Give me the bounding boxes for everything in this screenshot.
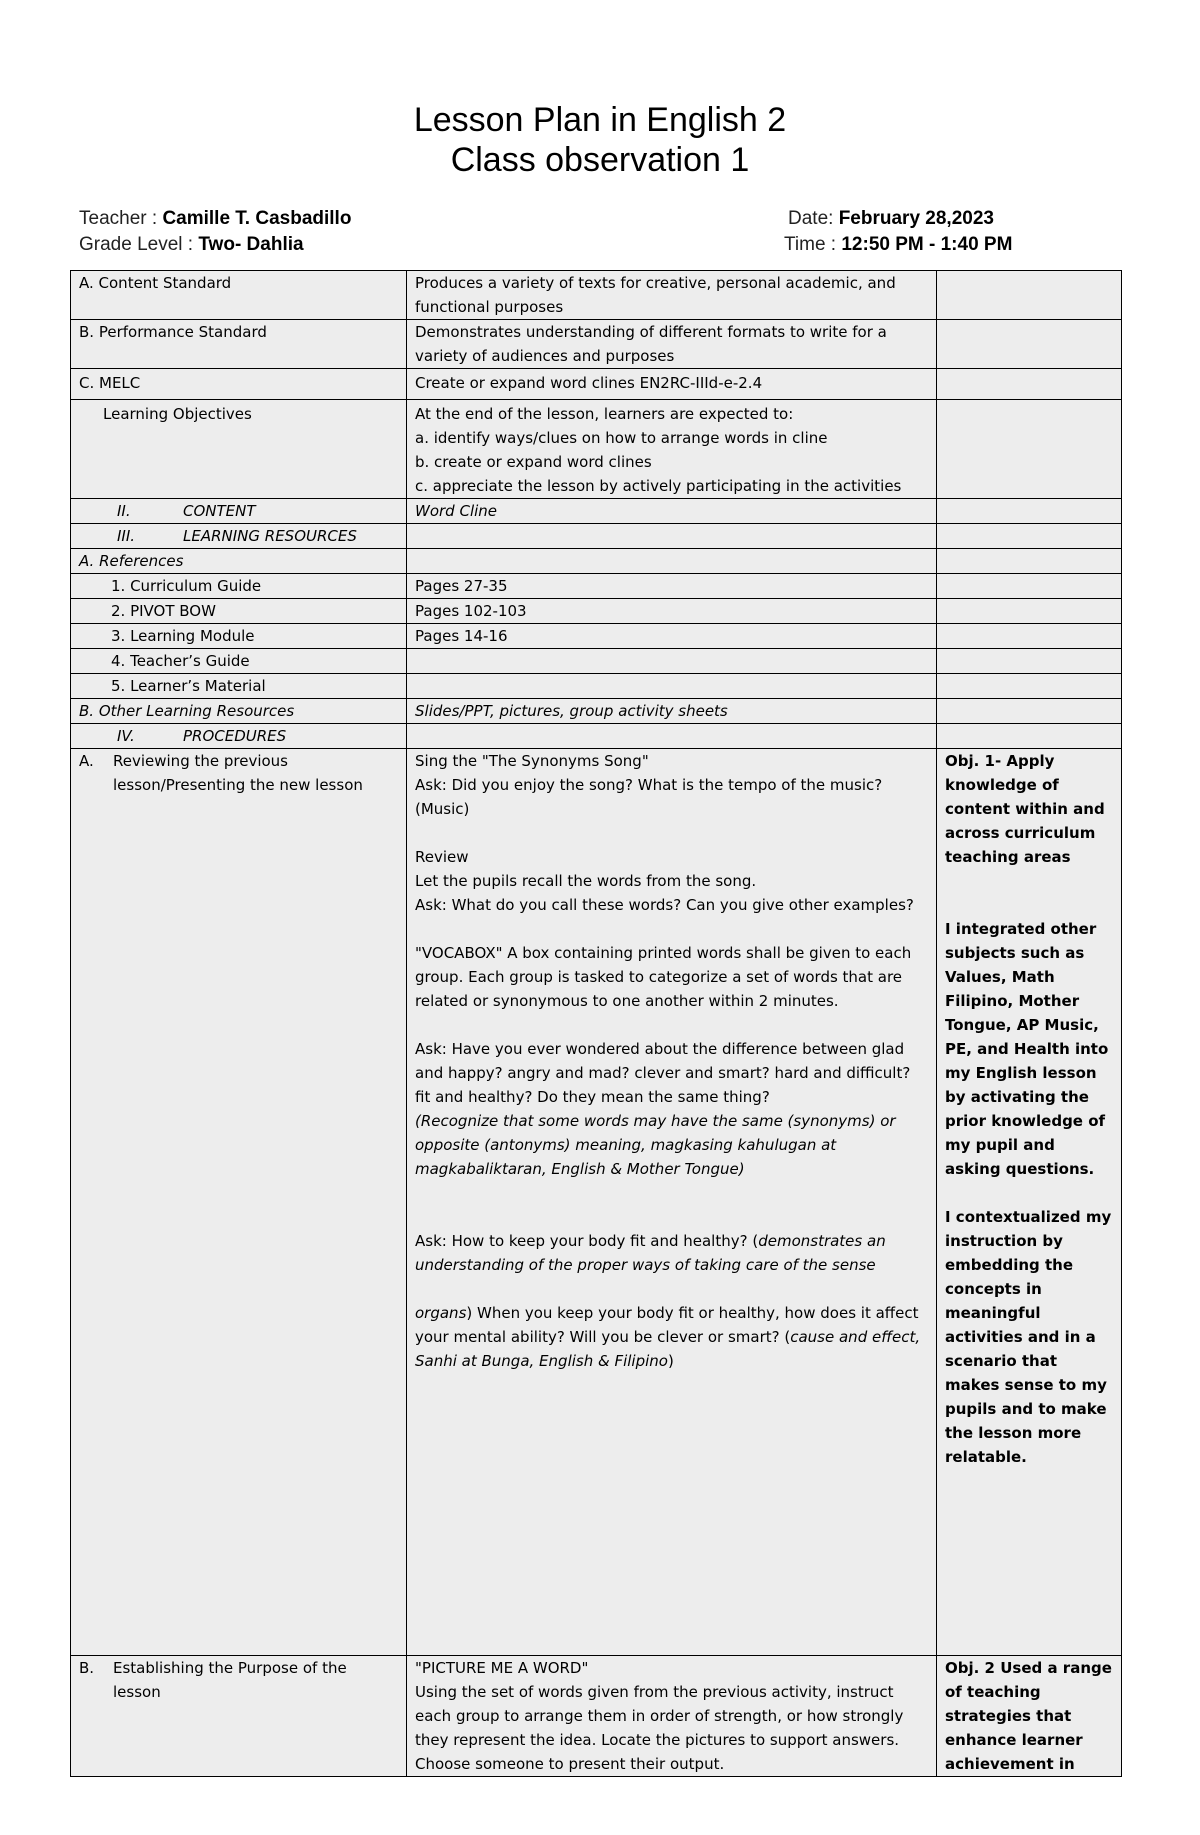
table-row <box>71 574 1122 599</box>
table-row <box>71 699 1122 724</box>
objective-item: c. appreciate the lesson by actively participating in the activities <box>415 477 902 495</box>
objectives-intro: At the end of the lesson, learners are expected to: <box>415 405 794 423</box>
empty-cell <box>407 649 937 674</box>
table-row <box>71 549 1122 574</box>
objectives-cell <box>407 400 937 499</box>
spacer <box>415 917 928 941</box>
table-row <box>71 499 1122 524</box>
table-row <box>71 524 1122 549</box>
empty-cell <box>937 699 1122 724</box>
ask-body-fit-note: demonstrates an understanding of the proper ways of taking care of the sense <box>415 1232 886 1274</box>
objective-1-contextualization: I contextualized my instruction by embedding the concepts in meaningful activities and in a scenario that makes sense to my pupils and to make the lesson more relatable. <box>945 1208 1112 1466</box>
proc-a-letter: A. <box>79 752 94 770</box>
empty-cell <box>407 549 937 574</box>
vocabox-instruction: "VOCABOX" A box containing printed words shall be given to each group. Each group is tasked to categorize a set of words that are related or synonymous to one another within 2 minutes. <box>415 944 912 1010</box>
objectives-label: Learning Objectives <box>71 400 407 499</box>
empty-cell <box>937 599 1122 624</box>
proc-b-label: Establishing the Purpose of the lesson <box>113 1659 347 1701</box>
title-line-2: Class observation 1 <box>450 141 750 179</box>
pivot-bow-value: Pages 102-103 <box>407 599 937 624</box>
table-row <box>71 599 1122 624</box>
objective-item: a. identify ways/clues on how to arrange words in cline <box>415 429 828 447</box>
melc-value: Create or expand word clines EN2RC-IIId-e-2.4 <box>407 369 937 400</box>
recall-instruction: Let the pupils recall the words from the song. <box>415 872 757 890</box>
performance-standard-value: Demonstrates understanding of different formats to write for a variety of audiences and purposes <box>407 320 937 369</box>
table-row <box>71 674 1122 699</box>
picture-me-instruction: Using the set of words given from the previous activity, instruct each group to arrange them in order of strength, or how strongly they represent the idea. Locate the pictures to support answers. Choose someone to present their output. <box>415 1683 904 1773</box>
ask-mental-text: ) When you keep your body fit or healthy, how does it affect your mental ability? Will you be clever or smart? ( <box>415 1304 919 1346</box>
ask-difference: Ask: Have you ever wondered about the difference between glad and happy? angry and mad? clever and smart? hard and difficult? fit and healthy? Do they mean the same thing? <box>415 1040 911 1106</box>
content-heading <box>71 499 407 524</box>
melc-label: C. MELC <box>71 369 407 400</box>
references-label: A. References <box>71 549 407 574</box>
grade-label: Grade Level : <box>79 234 194 255</box>
grade-value: Two- Dahlia <box>198 234 304 255</box>
synonyms-note: (Recognize that some words may have the same (synonyms) or opposite (antonyms) meaning, magkasing kahulugan at magkabaliktaran, English & Mother Tongue) <box>415 1112 896 1178</box>
learning-module-value: Pages 14-16 <box>407 624 937 649</box>
spacer <box>415 1181 928 1229</box>
curriculum-guide-value: Pages 27-35 <box>407 574 937 599</box>
title-line-1: Lesson Plan in English 2 <box>413 101 787 139</box>
empty-cell <box>937 320 1122 369</box>
learners-material-label: 5. Learner’s Material <box>71 674 407 699</box>
proc-b-objective: Obj. 2 Used a range of teaching strategies that enhance learner achievement in <box>937 1656 1122 1777</box>
table-row <box>71 649 1122 674</box>
spacer <box>415 1277 928 1301</box>
empty-cell <box>407 724 937 749</box>
performance-standard-label: B. Performance Standard <box>71 320 407 369</box>
spacer <box>945 869 1113 917</box>
empty-cell <box>937 271 1122 320</box>
time-label: Time : <box>784 234 837 255</box>
other-resources-label: B. Other Learning Resources <box>71 699 407 724</box>
ask-words: Ask: What do you call these words? Can you give other examples? <box>415 896 914 914</box>
empty-cell <box>937 649 1122 674</box>
time-line <box>784 233 1012 257</box>
content-value: Word Cline <box>407 499 937 524</box>
ask-body-fit-text: Ask: How to keep your body fit and healthy? ( <box>415 1232 759 1250</box>
learning-resources-num: III. <box>117 527 136 545</box>
teacher-name: Camille T. Casbadillo <box>162 208 352 229</box>
table-row <box>71 369 1122 400</box>
date-value: February 28,2023 <box>838 208 994 229</box>
content-standard-label: A. Content Standard <box>71 271 407 320</box>
proc-a-label-cell <box>71 749 407 1656</box>
pivot-bow-label: 2. PIVOT BOW <box>71 599 407 624</box>
proc-b-letter: B. <box>79 1659 95 1677</box>
cause-effect-note: cause and effect, Sanhi at Bunga, English & Filipino <box>415 1328 921 1370</box>
picture-me-title: "PICTURE ME A WORD" <box>415 1659 589 1677</box>
date-label: Date: <box>788 208 834 229</box>
lesson-plan-table <box>70 270 1122 1777</box>
empty-cell <box>937 674 1122 699</box>
procedures-num: IV. <box>117 727 135 745</box>
organs-note: organs <box>415 1304 467 1322</box>
procedures-label: PROCEDURES <box>183 727 287 745</box>
spacer <box>945 1181 1113 1205</box>
teacher-line <box>79 207 351 231</box>
objective-item: b. create or expand word clines <box>415 453 652 471</box>
empty-cell <box>937 499 1122 524</box>
table-row <box>71 320 1122 369</box>
table-row <box>71 271 1122 320</box>
empty-cell <box>407 674 937 699</box>
content-standard-value: Produces a variety of texts for creative, personal academic, and functional purposes <box>407 271 937 320</box>
table-row <box>71 724 1122 749</box>
proc-a-objective <box>937 749 1122 1656</box>
empty-cell <box>937 400 1122 499</box>
grade-line <box>79 233 304 257</box>
table-row <box>71 749 1122 1656</box>
ask-body-fit <box>415 1229 928 1277</box>
document-title <box>0 100 1200 180</box>
teachers-guide-label: 4. Teacher’s Guide <box>71 649 407 674</box>
empty-cell <box>937 524 1122 549</box>
proc-a-label: Reviewing the previous lesson/Presenting the new lesson <box>113 752 363 794</box>
table-row <box>71 400 1122 499</box>
empty-cell <box>937 574 1122 599</box>
close-paren: ) <box>667 1352 674 1370</box>
table-row <box>71 624 1122 649</box>
content-label: CONTENT <box>183 502 256 520</box>
empty-cell <box>937 369 1122 400</box>
procedures-heading <box>71 724 407 749</box>
learning-resources-label: LEARNING RESOURCES <box>183 527 357 545</box>
learning-resources-heading <box>71 524 407 549</box>
objective-1-title: Obj. 1- Apply knowledge of content within and across curriculum teaching areas <box>945 752 1105 866</box>
date-line <box>788 207 994 231</box>
spacer <box>415 821 928 845</box>
empty-cell <box>937 724 1122 749</box>
time-value: 12:50 PM - 1:40 PM <box>841 234 1013 255</box>
proc-b-label-cell <box>71 1656 407 1777</box>
proc-a-content <box>407 749 937 1656</box>
teacher-label: Teacher : <box>79 208 158 229</box>
empty-cell <box>937 624 1122 649</box>
spacer <box>415 1013 928 1037</box>
proc-b-content <box>407 1656 937 1777</box>
empty-cell <box>937 549 1122 574</box>
empty-cell <box>407 524 937 549</box>
objective-1-integration: I integrated other subjects such as Values, Math Filipino, Mother Tongue, AP Music, PE, and Health into my English lesson by activating the prior knowledge of my pupil and asking questions. <box>945 920 1109 1178</box>
learning-module-label: 3. Learning Module <box>71 624 407 649</box>
ask-mental-ability <box>415 1301 928 1373</box>
curriculum-guide-label: 1. Curriculum Guide <box>71 574 407 599</box>
table-row <box>71 1656 1122 1777</box>
ask-tempo: Ask: Did you enjoy the song? What is the tempo of the music? (Music) <box>415 776 883 818</box>
sing-instruction: Sing the "The Synonyms Song" <box>415 752 649 770</box>
review-heading: Review <box>415 848 469 866</box>
other-resources-value: Slides/PPT, pictures, group activity sheets <box>407 699 937 724</box>
content-num: II. <box>117 502 131 520</box>
